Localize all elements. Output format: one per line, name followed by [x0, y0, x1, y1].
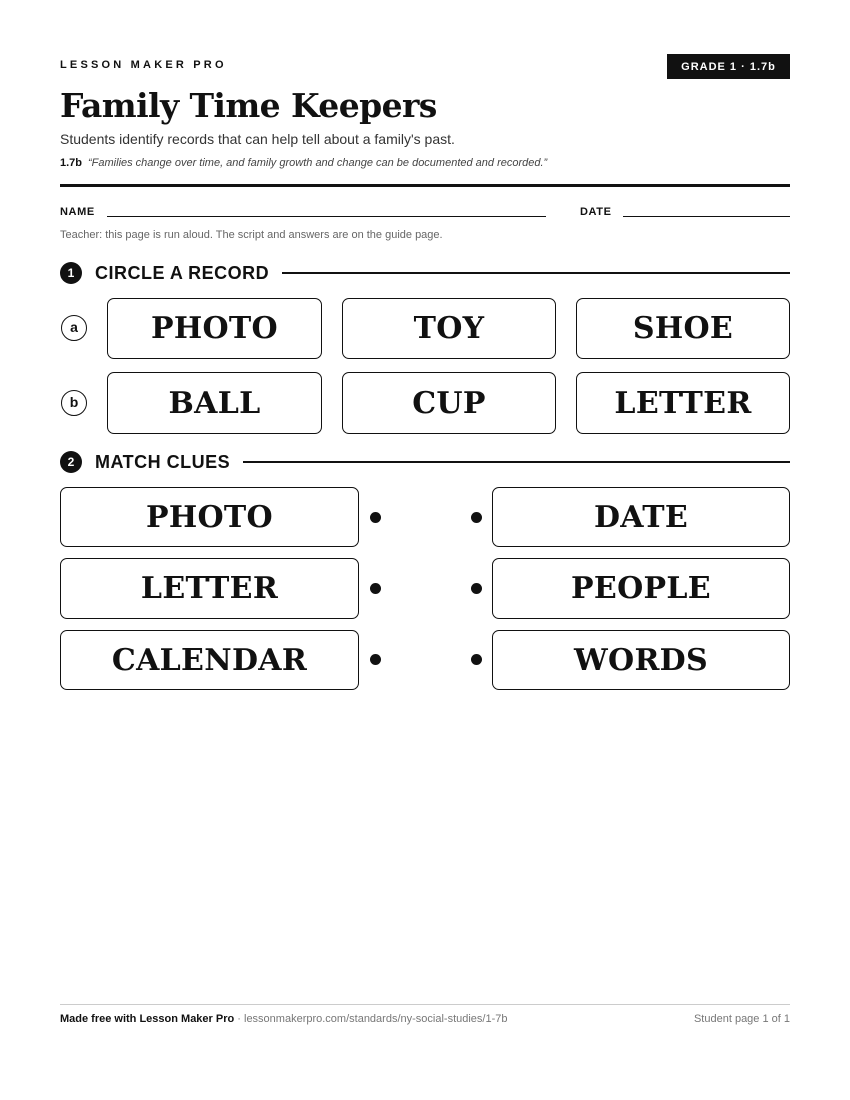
record-card-shoe[interactable]: SHOE: [576, 298, 790, 359]
match-dot-right-2[interactable]: [471, 583, 482, 594]
date-label: DATE: [580, 206, 612, 218]
name-label: NAME: [60, 206, 95, 218]
section-1-title: CIRCLE A RECORD: [95, 262, 270, 283]
name-field[interactable]: [107, 216, 546, 217]
match-right-date[interactable]: DATE: [492, 487, 790, 547]
section-2-title: MATCH CLUES: [95, 451, 231, 472]
section-1-number: 1: [60, 262, 82, 284]
row-b-label: b: [61, 390, 87, 416]
header-divider: [60, 184, 790, 187]
footer-page-number: Student page 1 of 1: [693, 1013, 790, 1025]
match-left-calendar[interactable]: CALENDAR: [60, 630, 359, 690]
record-card-ball[interactable]: BALL: [107, 372, 322, 434]
footer-credit: [60, 1013, 508, 1025]
match-right-words[interactable]: WORDS: [492, 630, 790, 690]
match-dot-left-2[interactable]: [370, 583, 381, 594]
record-card-letter[interactable]: LETTER: [576, 372, 790, 434]
footer-made-with: Made free with Lesson Maker Pro: [60, 1013, 235, 1025]
match-dot-left-3[interactable]: [370, 654, 381, 665]
date-field[interactable]: [623, 216, 790, 217]
record-card-photo[interactable]: PHOTO: [107, 298, 322, 359]
match-left-photo[interactable]: PHOTO: [60, 487, 359, 547]
page-title: Family Time Keepers: [60, 86, 437, 125]
section-2-rule: [243, 461, 790, 463]
match-dot-right-3[interactable]: [471, 654, 482, 665]
section-1-rule: [282, 272, 790, 274]
match-dot-left-1[interactable]: [370, 512, 381, 523]
page-subtitle: Students identify records that can help tell about a family's past.: [60, 131, 455, 147]
section-2-header: [60, 451, 790, 473]
standard-text: “Families change over time, and family growth and change can be documented and recorded.”: [88, 157, 548, 169]
section-2-number: 2: [60, 451, 82, 473]
record-card-cup[interactable]: CUP: [342, 372, 556, 434]
record-card-toy[interactable]: TOY: [342, 298, 556, 359]
brand-name: LESSON MAKER PRO: [60, 59, 227, 71]
section-1-header: [60, 262, 790, 284]
match-left-letter[interactable]: LETTER: [60, 558, 359, 619]
teacher-note: Teacher: this page is run aloud. The script and answers are on the guide page.: [60, 229, 443, 241]
standard-code: 1.7b: [60, 157, 83, 169]
footer-divider: [60, 1004, 790, 1005]
match-dot-right-1[interactable]: [471, 512, 482, 523]
footer-url[interactable]: · lessonmakerpro.com/standards/ny-social-studies/1-7b: [234, 1013, 508, 1025]
standard-line: [60, 157, 547, 169]
grade-badge: GRADE 1 · 1.7b: [667, 54, 790, 79]
match-right-people[interactable]: PEOPLE: [492, 558, 790, 619]
row-a-label: a: [61, 315, 87, 341]
